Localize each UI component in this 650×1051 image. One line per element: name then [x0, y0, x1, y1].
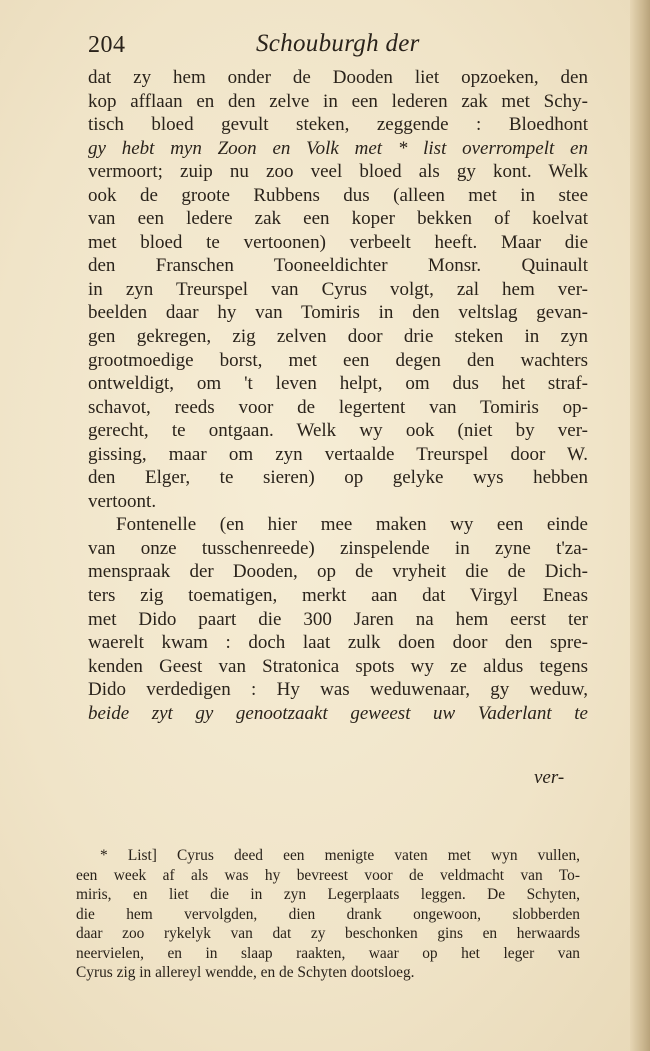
text-line: vermoort; zuip nu zoo veel bloed als gy kont. Welk [88, 161, 588, 183]
text-line: grootmoedige borst, met een degen den wachters [88, 349, 588, 371]
text-line: gissing, maar om zyn vertaalde Treurspel door W. [88, 443, 588, 465]
footnote-line: Cyrus zig in allereyl wendde, en de Schyten dootsloeg. [76, 964, 415, 981]
text-line: ook de groote Rubbens dus (alleen met in stee [88, 184, 588, 206]
text-line: beide zyt gy genootzaakt geweest uw Vaderlant te [88, 702, 588, 724]
text-line: kenden Geest van Stratonica spots wy ze aldus tegens [88, 655, 588, 677]
text-line: Dido verdedigen : Hy was weduwenaar, gy weduw, [88, 679, 588, 701]
text-line: tisch bloed gevult steken, zeggende : Bloedhont [88, 114, 588, 136]
footnote-line: een week af als was hy bevreest voor de veldmacht van To- [76, 866, 580, 884]
running-title: Schouburgh der [256, 30, 420, 57]
text-line: Fontenelle (en hier mee maken wy een einde [116, 514, 588, 536]
text-line: vertoont. [88, 490, 157, 512]
footnote-line: miris, en liet die in zyn Legerplaats leggen. De Schyten, [76, 886, 580, 903]
catchword: ver- [534, 767, 565, 788]
text-line: gerecht, te ontgaan. Welk wy ook (niet by ver- [88, 420, 588, 442]
text-line: den Franschen Tooneeldichter Monsr. Quinault [88, 255, 588, 277]
footnote-line: daar zoo rykelyk van dat zy beschonken gins en herwaards [76, 925, 580, 942]
text-line: dat zy hem onder de Dooden liet opzoeken, den [88, 67, 588, 88]
text-line: van onze tusschenreede) zinspelende in zyne t'za- [88, 537, 588, 559]
text-line: gen gekregen, zig zelven door drie steken in zyn [88, 326, 588, 348]
text-line: menspraak der Dooden, op de vryheit die de Dich- [88, 561, 588, 583]
text-line: beelden daar hy van Tomiris in den veltslag gevan- [88, 302, 588, 324]
text-line: schavot, reeds voor de legertent van Tomiris op- [88, 396, 588, 418]
text-line: met bloed te vertoonen) verbeelt heeft. Maar die [88, 231, 588, 253]
main-text [88, 66, 588, 725]
text-line: waerelt kwam : doch laat zulk doen door den spre- [88, 632, 588, 654]
text-line: gy hebt myn Zoon en Volk met * list overrompelt en [88, 137, 588, 159]
text-line: ontweldigt, om 't leven helpt, om dus het straf- [88, 373, 588, 395]
page-gutter [630, 0, 650, 1051]
text-line: den Elger, te sieren) op gelyke wys hebben [88, 467, 588, 489]
footnote-line: neervielen, en in slaap raakten, waar op het leger van [76, 944, 580, 962]
footnote-line: * List] Cyrus deed een menigte vaten met wyn vullen, [100, 847, 580, 864]
footnote-line: die hem vervolgden, dien drank ongewoon, slobberden [76, 905, 580, 923]
text-line: in zyn Treurspel van Cyrus volgt, zal hem ver- [88, 278, 588, 300]
footnote [76, 846, 580, 983]
page-number: 204 [88, 32, 126, 58]
page-header [88, 30, 588, 64]
text-line: van een ledere zak een koper bekken of koelvat [88, 208, 588, 230]
text-line: met Dido paart die 300 Jaren na hem eerst ter [88, 608, 588, 630]
text-line: ters zig toematigen, merkt aan dat Virgyl Eneas [88, 585, 588, 607]
text-line: kop afflaan en den zelve in een lederen zak met Schy- [88, 90, 588, 112]
